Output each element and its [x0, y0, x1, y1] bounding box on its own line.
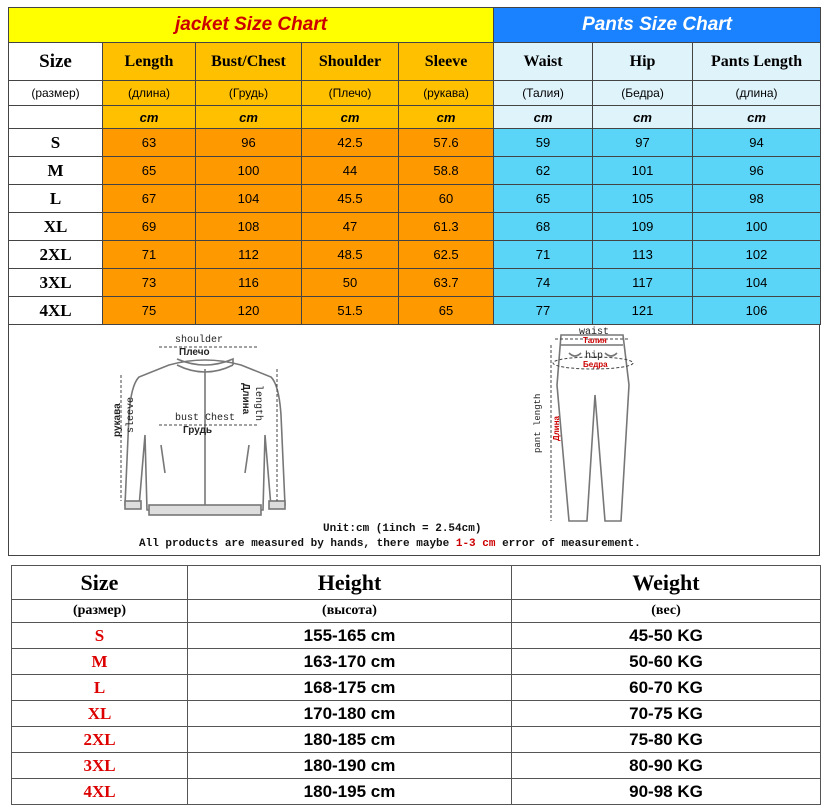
sleeve-cell: 63.7 [399, 269, 494, 297]
hip-cell: 117 [593, 269, 693, 297]
table-row [9, 185, 821, 213]
size-cell: 4XL [9, 297, 103, 325]
height-cell: 155-165 cm [188, 623, 512, 649]
weight-cell: 90-98 KG [512, 779, 821, 805]
length-cell: 65 [103, 157, 196, 185]
body-size-cell: 2XL [12, 727, 188, 753]
shoulder-cell: 51.5 [302, 297, 399, 325]
shoulder-cell: 48.5 [302, 241, 399, 269]
height-cell: 180-190 cm [188, 753, 512, 779]
sleeve-label: sleeve [126, 396, 137, 433]
body-ru-size: (размер) [12, 600, 188, 623]
height-cell: 180-185 cm [188, 727, 512, 753]
waist-cell: 71 [494, 241, 593, 269]
pant-length-label: pant length [533, 393, 543, 453]
height-cell: 163-170 cm [188, 649, 512, 675]
table-row [9, 157, 821, 185]
body-col-size: Size [12, 566, 188, 600]
col-hip: Hip [593, 43, 693, 81]
bust-cell: 100 [196, 157, 302, 185]
measurement-note [139, 538, 641, 550]
table-row [12, 753, 821, 779]
ru-bust: (Грудь) [196, 81, 302, 106]
height-cell: 168-175 cm [188, 675, 512, 701]
waist-cell: 68 [494, 213, 593, 241]
waist-ru-label: Талия [583, 336, 607, 345]
ru-size: (размер) [9, 81, 103, 106]
bust-cell: 108 [196, 213, 302, 241]
sleeve-cell: 65 [399, 297, 494, 325]
weight-cell: 50-60 KG [512, 649, 821, 675]
height-cell: 180-195 cm [188, 779, 512, 805]
col-sleeve: Sleeve [399, 43, 494, 81]
weight-cell: 60-70 KG [512, 675, 821, 701]
jacket-sketch-icon [125, 359, 285, 515]
size-cell: XL [9, 213, 103, 241]
sleeve-cell: 57.6 [399, 129, 494, 157]
size-cell: L [9, 185, 103, 213]
body-size-cell: XL [12, 701, 188, 727]
hip-cell: 101 [593, 157, 693, 185]
table-row [9, 129, 821, 157]
bust-cell: 112 [196, 241, 302, 269]
body-size-cell: L [12, 675, 188, 701]
ru-length: (длина) [103, 81, 196, 106]
table-row [12, 701, 821, 727]
hip-ru-label: Бедра [583, 360, 608, 369]
body-col-weight: Weight [512, 566, 821, 600]
waist-label: waist [579, 327, 610, 338]
hip-cell: 121 [593, 297, 693, 325]
pant-length-ru-label: Длина [552, 416, 561, 441]
sleeve-cell: 60 [399, 185, 494, 213]
ru-hip: (Бедра) [593, 81, 693, 106]
bust-ru-label: Грудь [183, 425, 213, 436]
length-cell: 63 [103, 129, 196, 157]
pants-length-cell: 104 [693, 269, 821, 297]
length-cell: 73 [103, 269, 196, 297]
body-size-cell: S [12, 623, 188, 649]
shoulder-ru-label: Плечо [179, 347, 210, 358]
length-cell: 75 [103, 297, 196, 325]
table-row [9, 269, 821, 297]
pants-length-cell: 98 [693, 185, 821, 213]
length-cell: 71 [103, 241, 196, 269]
size-cell: 2XL [9, 241, 103, 269]
ru-pants-length: (длина) [693, 81, 821, 106]
size-chart [8, 7, 820, 556]
body-col-height: Height [188, 566, 512, 600]
col-pants-length: Pants Length [693, 43, 821, 81]
unit-cell: cm [494, 106, 593, 129]
weight-cell: 75-80 KG [512, 727, 821, 753]
table-row [12, 649, 821, 675]
length-ru-label: Длина [240, 383, 251, 415]
table-row [9, 213, 821, 241]
shoulder-cell: 45.5 [302, 185, 399, 213]
shoulder-label: shoulder [175, 335, 224, 346]
height-cell: 170-180 cm [188, 701, 512, 727]
pants-length-cell: 96 [693, 157, 821, 185]
table-row [12, 675, 821, 701]
shoulder-cell: 42.5 [302, 129, 399, 157]
hip-cell: 97 [593, 129, 693, 157]
unit-cell: cm [693, 106, 821, 129]
weight-cell: 80-90 KG [512, 753, 821, 779]
shoulder-cell: 44 [302, 157, 399, 185]
measurement-note-b: error of measurement. [495, 538, 641, 550]
unit-cell: cm [399, 106, 494, 129]
pants-length-cell: 94 [693, 129, 821, 157]
unit-cell: cm [196, 106, 302, 129]
weight-cell: 70-75 KG [512, 701, 821, 727]
hip-label: hip [585, 351, 604, 362]
ru-waist: (Талия) [494, 81, 593, 106]
size-cell: S [9, 129, 103, 157]
unit-note: Unit:cm (1inch = 2.54cm) [323, 523, 482, 535]
hip-cell: 105 [593, 185, 693, 213]
table-row [12, 727, 821, 753]
sleeve-cell: 62.5 [399, 241, 494, 269]
table-row [12, 779, 821, 805]
body-ru-height: (высота) [188, 600, 512, 623]
sleeve-cell: 61.3 [399, 213, 494, 241]
ru-shoulder: (Плечо) [302, 81, 399, 106]
table-row [12, 623, 821, 649]
col-waist: Waist [494, 43, 593, 81]
unit-cell: cm [103, 106, 196, 129]
garment-size-table [8, 7, 821, 325]
pants-length-cell: 102 [693, 241, 821, 269]
unit-blank [9, 106, 103, 129]
waist-cell: 65 [494, 185, 593, 213]
bust-cell: 120 [196, 297, 302, 325]
body-size-cell: 4XL [12, 779, 188, 805]
weight-cell: 45-50 KG [512, 623, 821, 649]
table-row [9, 297, 821, 325]
body-size-table [11, 565, 821, 805]
length-cell: 67 [103, 185, 196, 213]
measurement-illustration [8, 325, 820, 556]
measurement-note-tolerance: 1-3 cm [455, 538, 496, 550]
hip-cell: 113 [593, 241, 693, 269]
pants-chart-title: Pants Size Chart [494, 8, 821, 43]
col-size: Size [9, 43, 103, 81]
waist-cell: 74 [494, 269, 593, 297]
measurement-note-a: All products are measured by hands, there maybe [139, 538, 456, 550]
col-length: Length [103, 43, 196, 81]
length-label: length [252, 385, 263, 422]
waist-cell: 62 [494, 157, 593, 185]
bust-cell: 96 [196, 129, 302, 157]
col-shoulder: Shoulder [302, 43, 399, 81]
shoulder-cell: 50 [302, 269, 399, 297]
sleeve-ru-label: рукава [112, 403, 123, 437]
unit-cell: cm [593, 106, 693, 129]
shoulder-cell: 47 [302, 213, 399, 241]
unit-cell: cm [302, 106, 399, 129]
col-bust: Bust/Chest [196, 43, 302, 81]
sleeve-cell: 58.8 [399, 157, 494, 185]
waist-cell: 77 [494, 297, 593, 325]
length-cell: 69 [103, 213, 196, 241]
size-cell: 3XL [9, 269, 103, 297]
jacket-chart-title: jacket Size Chart [9, 8, 494, 43]
waist-cell: 59 [494, 129, 593, 157]
bust-cell: 116 [196, 269, 302, 297]
table-row [9, 241, 821, 269]
bust-label: bust Chest [175, 413, 236, 424]
body-ru-weight: (вес) [512, 600, 821, 623]
body-size-cell: M [12, 649, 188, 675]
hip-cell: 109 [593, 213, 693, 241]
pants-length-cell: 100 [693, 213, 821, 241]
size-cell: M [9, 157, 103, 185]
pants-length-cell: 106 [693, 297, 821, 325]
body-size-cell: 3XL [12, 753, 188, 779]
ru-sleeve: (рукава) [399, 81, 494, 106]
bust-cell: 104 [196, 185, 302, 213]
